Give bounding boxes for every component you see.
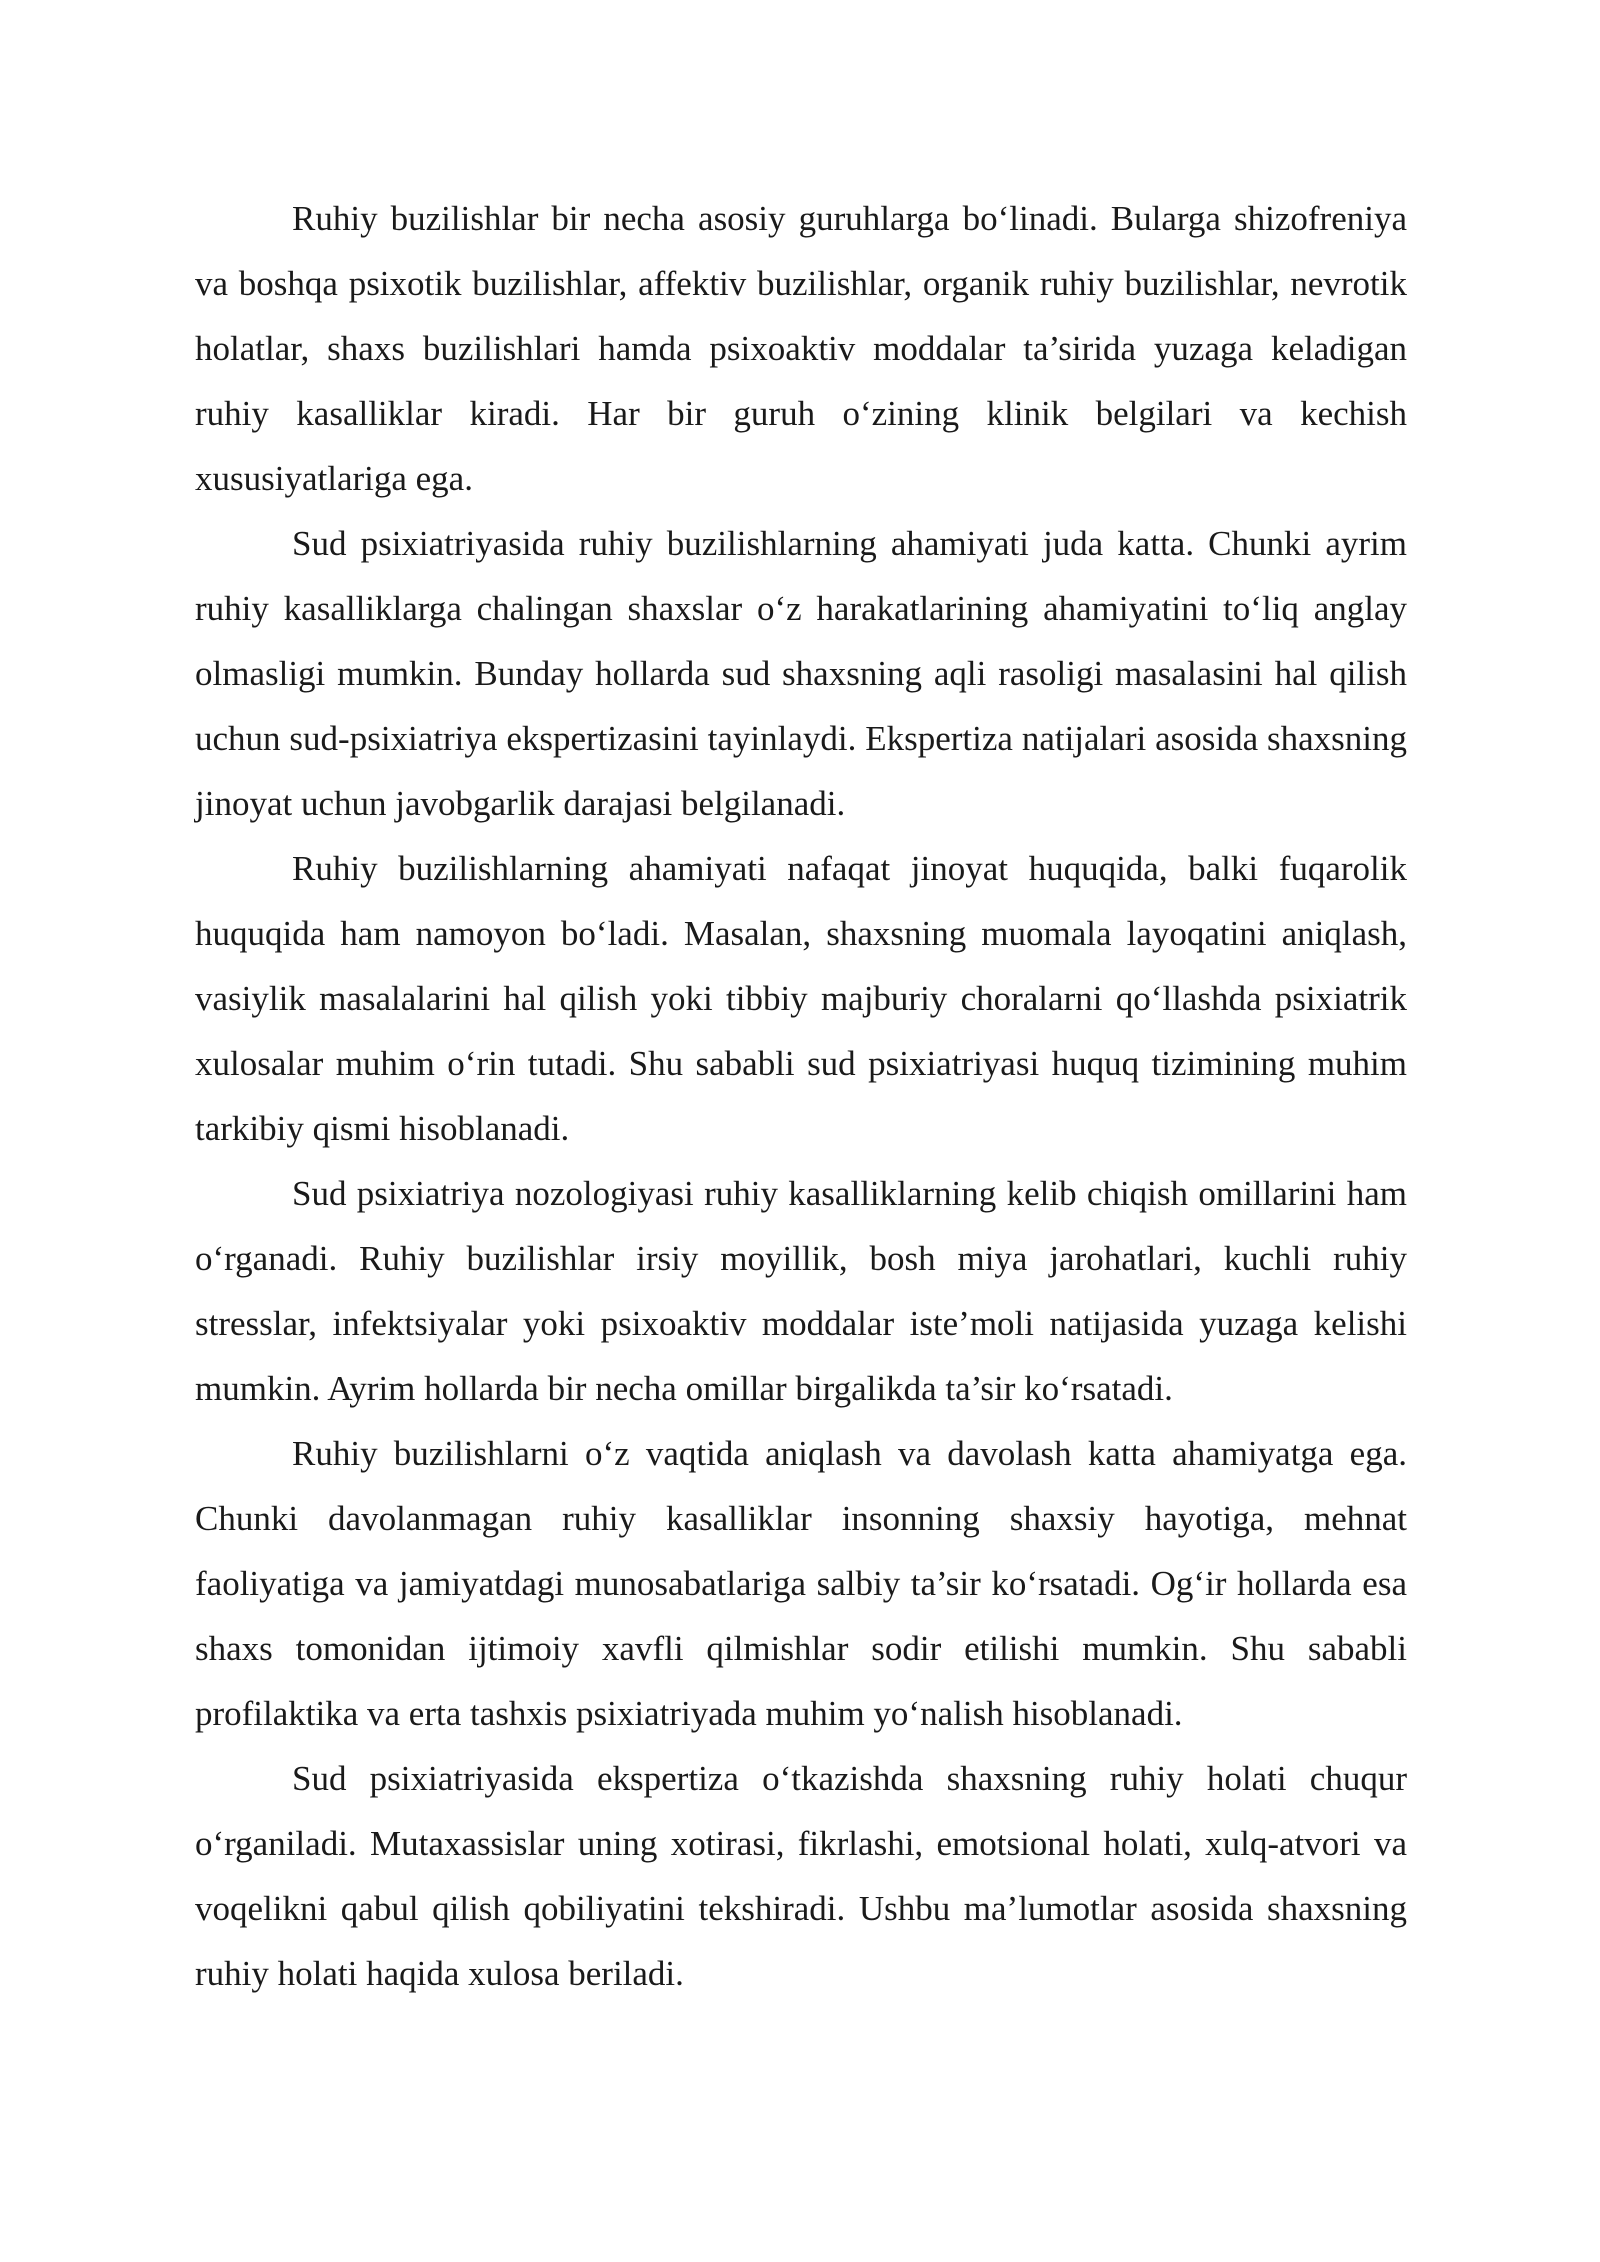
paragraph: Ruhiy buzilishlar bir necha asosiy guruhlarga bo‘linadi. Bularga shizofreniya va boshqa psixotik buzilishlar, affektiv buzilishlar, organik ruhiy buzilishlar, nevrotik holatlar, shaxs buzilishlari hamda psixoaktiv moddalar ta’sirida yuzaga keladigan ruhiy kasalliklar kiradi. Har bir guruh o‘zining klinik belgilari va kechish xususiyatlariga ega.	[195, 199, 1407, 498]
paragraph: Ruhiy buzilishlarni o‘z vaqtida aniqlash va davolash katta ahamiyatga ega. Chunki davolanmagan ruhiy kasalliklar insonning shaxsiy hayotiga, mehnat faoliyatiga va jamiyatdagi munosabatlariga salbiy ta’sir ko‘rsatadi. Og‘ir hollarda esa shaxs tomonidan ijtimoiy xavfli qilmishlar sodir etilishi mumkin. Shu sababli profilaktika va erta tashxis psixiatriyada muhim yo‘nalish hisoblanadi.	[195, 1434, 1407, 1733]
document-body	[195, 186, 1407, 2006]
paragraph: Ruhiy buzilishlarning ahamiyati nafaqat jinoyat huquqida, balki fuqarolik huquqida ham namoyon bo‘ladi. Masalan, shaxsning muomala layoqatini aniqlash, vasiylik masalalarini hal qilish yoki tibbiy majburiy choralarni qo‘llashda psixiatrik xulosalar muhim o‘rin tutadi. Shu sababli sud psixiatriyasi huquq tizimining muhim tarkibiy qismi hisoblanadi.	[195, 849, 1407, 1148]
paragraph: Sud psixiatriya nozologiyasi ruhiy kasalliklarning kelib chiqish omillarini ham o‘rganadi. Ruhiy buzilishlar irsiy moyillik, bosh miya jarohatlari, kuchli ruhiy stresslar, infektsiyalar yoki psixoaktiv moddalar iste’moli natijasida yuzaga kelishi mumkin. Ayrim hollarda bir necha omillar birgalikda ta’sir ko‘rsatadi.	[195, 1174, 1407, 1408]
paragraph: Sud psixiatriyasida ekspertiza o‘tkazishda shaxsning ruhiy holati chuqur o‘rganiladi. Mutaxassislar uning xotirasi, fikrlashi, emotsional holati, xulq-atvori va voqelikni qabul qilish qobiliyatini tekshiradi. Ushbu ma’lumotlar asosida shaxsning ruhiy holati haqida xulosa beriladi.	[195, 1759, 1407, 1993]
paragraph: Sud psixiatriyasida ruhiy buzilishlarning ahamiyati juda katta. Chunki ayrim ruhiy kasalliklarga chalingan shaxslar o‘z harakatlarining ahamiyatini to‘liq anglay olmasligi mumkin. Bunday hollarda sud shaxsning aqli rasoligi masalasini hal qilish uchun sud-psixiatriya ekspertizasini tayinlaydi. Ekspertiza natijalari asosida shaxsning jinoyat uchun javobgarlik darajasi belgilanadi.	[195, 524, 1407, 823]
